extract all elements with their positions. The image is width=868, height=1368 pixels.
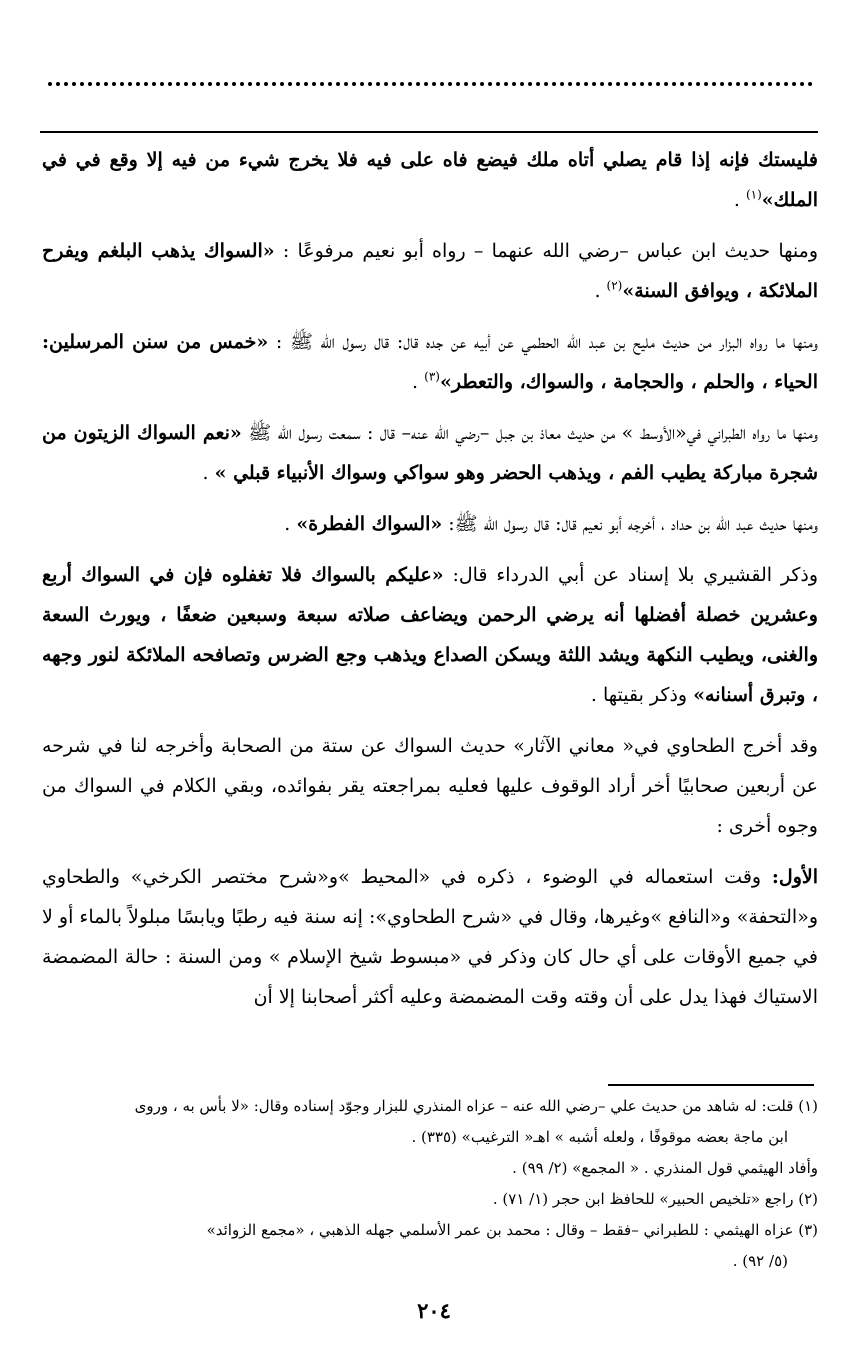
hadith-quote: «السواك الفطرة» xyxy=(296,513,443,535)
hadith-quote: فليستك فإنه إذا قام يصلي أتاه ملك فيضع فاه على فيه فلا يخرج شيء من فيه إلا وقع في في الملك» xyxy=(42,149,818,211)
hadith-quote: «نعم السواك الزيتون من شجرة مباركة يطيب الفم ، ويذهب الحضر وهو سواكي وسواك الأنبياء قبلي » xyxy=(42,422,818,484)
paragraph-8 xyxy=(42,857,818,1017)
footnote-1-note: وأفاد الهيثمي قول المنذري . « المجمع» (٢/ ٩٩) . xyxy=(512,1159,818,1177)
hadith-quote: «عليكم بالسواك فلا تغفلوه فإن في السواك أربع وعشرين خصلة أفضلها أنه يرضي الرحمن ويضاعف صلاته سبعة وسبعين ضعفًا ، ويورث السعة والغنى، ويطيب النكهة ويشد اللثة ويسكن الصداع ويذهب وجع الضرس وتصافحه الملائكة لنور وجهه ، وتبرق أسنانه» xyxy=(42,564,818,706)
footnotes xyxy=(42,1092,818,1278)
paragraph-end: . xyxy=(733,189,740,211)
paragraph-text: وقت استعماله في الوضوء ، ذكره في «المحيط »و«شرح مختصر الكرخي» والطحاوي و«التحفة» و«النافع »وغيرها، وقال في «شرح الطحاوي»: إنه سنة فيه رطبًا ويابسًا مبلولاً بالماء أو لا في جميع الأوقات على أي حال كان وذكر في «مبسوط شيخ الإسلام » ومن السنة : حالة المضمضة الاستياك فهذا يدل على أن وقته وقت المضمضة وعليه أكثر أصحابنا إلا أن xyxy=(42,866,818,1008)
paragraph-1 xyxy=(42,140,818,220)
paragraph-4 xyxy=(42,413,818,493)
paragraph-end: . xyxy=(202,462,209,484)
paragraph-intro: ومنها ما رواه الطبراني في«الأوسط » من حديث معاذ بن جبل –رضي الله عنه– قال : سمعت رسول الله ﷺ xyxy=(248,422,818,444)
top-rule xyxy=(40,131,818,133)
footnote-ref-3: (٣) xyxy=(424,369,440,384)
paragraph-intro: وذكر القشيري بلا إسناد عن أبي الدرداء قال: xyxy=(452,564,819,586)
footnote-2: (٢) راجع «تلخيص الحبير» للحافظ ابن حجر (١/ ٧١) . xyxy=(492,1190,818,1208)
paragraph-6 xyxy=(42,555,818,715)
paragraph-5 xyxy=(42,504,818,544)
paragraph-intro: ومنها حديث ابن عباس –رضي الله عنهما – رواه أبو نعيم مرفوعًا : xyxy=(282,240,819,262)
footnote-3: (٣) عزاه الهيثمي : للطبراني –فقط – وقال : محمد بن عمر الأسلمي جهله الذهبي ، «مجمع الزوائد» xyxy=(206,1221,818,1239)
paragraph-intro: ومنها ما رواه البزار من حديث مليح بن عبد الله الحطمي عن أبيه عن جده قال: قال رسول الله ﷺ : xyxy=(275,331,818,353)
dotted-separator xyxy=(48,82,813,86)
footnote-1-continued: ابن ماجة بعضه موقوفًا ، ولعله أشبه » اهـ« الترغيب» (٣٣٥) . xyxy=(411,1128,788,1146)
page-number: ٢٠٤ xyxy=(417,1298,451,1323)
footnote-rule xyxy=(608,1084,814,1086)
hadith-quote: «السواك يذهب البلغم ويفرح الملائكة ، ويوافق السنة» xyxy=(42,240,818,302)
paragraph-end: . xyxy=(412,371,419,393)
paragraph-2 xyxy=(42,231,818,311)
footnote-ref-1: (١) xyxy=(745,187,762,202)
hadith-quote: «خمس من سنن المرسلين: الحياء ، والحلم ، والحجامة ، والسواك، والتعطر» xyxy=(42,331,818,393)
paragraph-3 xyxy=(42,322,818,402)
paragraph-end: . xyxy=(594,280,601,302)
section-lead: الأول: xyxy=(771,866,818,888)
footnote-3-continued: (٥/ ٩٢) . xyxy=(732,1252,788,1270)
paragraph-intro: ومنها حديث عبد الله بن حداد ، أخرجه أبو نعيم قال: قال رسول الله ﷺ: xyxy=(448,513,818,535)
paragraph-end: وذكر بقيتها . xyxy=(590,684,688,706)
footnote-1: (١) قلت: له شاهد من حديث علي –رضي الله عنه – عزاه المنذري للبزار وجوّد إسناده وقال: «لا بأس به ، وروى xyxy=(134,1097,818,1115)
footnote-ref-2: (٢) xyxy=(606,278,623,293)
paragraph-text: وقد أخرج الطحاوي في« معاني الآثار» حديث السواك عن ستة من الصحابة وأخرجه لنا في شرحه عن أربعين صحابيًا أخر أراد الوقوف عليها فعليه بمراجعته يقر بفوائده، وبقي الكلام في السواك من وجوه أخرى : xyxy=(42,735,818,837)
paragraph-7 xyxy=(42,726,818,846)
main-text xyxy=(42,140,818,1028)
paragraph-end: . xyxy=(284,513,291,535)
